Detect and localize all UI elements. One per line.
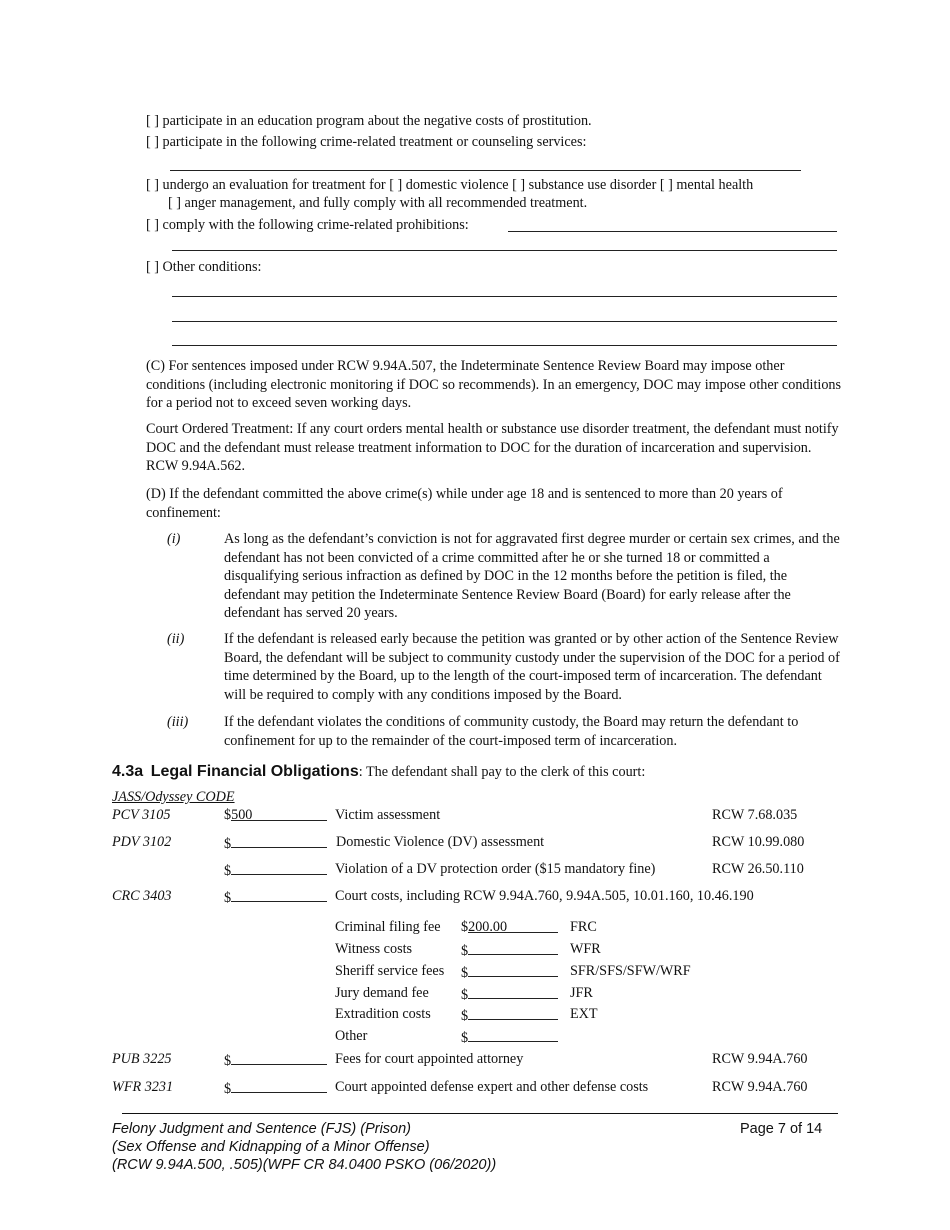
amount-value [231,1078,327,1093]
subcost-code: JFR [570,985,593,1001]
condition-treatment-services: [ ] participate in the following crime-related treatment or counseling services: [146,134,587,150]
lfo-rcw: RCW 10.99.080 [712,834,805,850]
item-number: (iii) [167,714,189,730]
amount-value: 500 [231,806,327,821]
condition-education: [ ] participate in an education program about the negative costs of prostitution. [146,113,592,129]
amount-value [231,833,327,848]
subcost-label: Other [335,1028,368,1044]
page-number: Page 7 of 14 [740,1121,823,1137]
footer-title [112,1120,496,1174]
subcost-label: Sheriff service fees [335,963,445,979]
lfo-heading-num: 4.3a [112,763,144,780]
lfo-rcw: RCW 26.50.110 [712,861,804,877]
lfo-heading-title: Legal Financial Obligations [150,763,359,780]
lfo-rcw: RCW 9.94A.760 [712,1051,808,1067]
paragraph-court-ordered-treatment: Court Ordered Treatment: If any court orders mental health or substance use disorder treatment, the defendant must notify DOC and the defendant must release treatment information to DOC for the duration of incarceration and supervision. RCW 9.94A.562. [146,421,839,474]
condition-evaluation: [ ] undergo an evaluation for treatment for [ ] domestic violence [ ] substance use disorder [ ] mental health [146,177,754,193]
subcost-label: Extradition costs [335,1006,431,1022]
subcost-label: Jury demand fee [335,985,429,1001]
item-number: (i) [167,531,181,547]
subcost-code: SFR/SFS/SFW/WRF [570,963,691,979]
amount-value [231,860,327,875]
item-text: If the defendant violates the conditions of community custody, the Board may return the defendant to confinement for up to the remainder of the court-imposed term of incarceration. [224,714,799,749]
lfo-desc: Fees for court appointed attorney [335,1051,524,1067]
subcost-amount: $ [461,962,558,983]
amount-field: $ [224,833,327,854]
lfo-rcw: RCW 7.68.035 [712,807,798,823]
subcost-amount: $200.00 [461,918,558,937]
footer-line1: Felony Judgment and Sentence (FJS) (Prison) [112,1121,411,1137]
lfo-heading-rest: : The defendant shall pay to the clerk of this court: [358,764,646,780]
subcost-code: EXT [570,1006,598,1022]
blank-line [170,170,801,171]
item-number: (ii) [167,631,185,647]
condition-other: [ ] Other conditions: [146,259,262,275]
footer-line2: (Sex Offense and Kidnapping of a Minor Offense) [112,1139,430,1155]
lfo-rcw: RCW 9.94A.760 [712,1079,808,1095]
lfo-code: PUB 3225 [112,1051,172,1067]
condition-prohibitions: [ ] comply with the following crime-related prohibitions: [146,217,469,233]
subcost-amount: $ [461,940,558,961]
subcost-amount: $ [461,1005,558,1026]
lfo-desc: Court appointed defense expert and other defense costs [335,1079,649,1095]
blank-line [508,231,837,232]
item-text: If the defendant is released early because the petition was granted or by other action of the Sentence Review Board, the defendant will be subject to community custody under the supervision of the DOC for a period of time determined by the Board, up to the length of the court-imposed term of incarceration. The defendant will be required to comply with any conditions imposed by the Board. [224,631,840,703]
lfo-code: PDV 3102 [112,834,172,850]
blank-line [172,321,837,322]
amount-field: $ [224,1078,327,1099]
subcost-label: Criminal filing fee [335,919,441,935]
subcost-label: Witness costs [335,941,413,957]
amount-value [231,887,327,902]
lfo-desc: Court costs, including RCW 9.94A.760, 9.94A.505, 10.01.160, 10.46.190 [335,888,754,904]
blank-line [172,250,837,251]
lfo-desc: Violation of a DV protection order ($15 mandatory fine) [335,861,656,877]
amount-field: $ [224,887,327,908]
footer-line3: (RCW 9.94A.500, .505)(WPF CR 84.0400 PSKO (06/2020)) [112,1157,497,1173]
paragraph-d: (D) If the defendant committed the above crime(s) while under age 18 and is sentenced to more than 20 years of confinement: [146,486,783,521]
amount-field: $ [224,1050,327,1071]
lfo-desc: Domestic Violence (DV) assessment [336,834,545,850]
subcost-amount: $ [461,984,558,1005]
amount-value [231,1050,327,1065]
amount-field: $500 [224,806,327,825]
blank-line [172,345,837,346]
code-header: JASS/Odyssey CODE [112,789,235,805]
paragraph-c: (C) For sentences imposed under RCW 9.94A.507, the Indeterminate Sentence Review Board may impose other conditions (including electronic monitoring if DOC so recommends). In an emergency, DOC may impose other conditions for a period not to exceed seven working days. [146,358,842,411]
item-text: As long as the defendant’s conviction is not for aggravated first degree murder or certain sex crimes, and the defendant has not been convicted of a crime committed after he or she turned 18 or committed a disqualifying serious infraction as defined by DOC in the 12 months before the petition is filed, the defendant may petition the Indeterminate Sentence Review Board (Board) for early release after the defendant has served 20 years. [224,531,840,621]
lfo-desc: Victim assessment [335,807,441,823]
subcost-code: WFR [570,941,601,957]
blank-line [172,296,837,297]
lfo-code: WFR 3231 [112,1079,174,1095]
lfo-code: CRC 3403 [112,888,172,904]
amount-field: $ [224,860,327,881]
lfo-heading [112,763,645,782]
subcost-code: FRC [570,919,597,935]
lfo-code: PCV 3105 [112,807,171,823]
footer-rule [122,1113,838,1114]
subcost-amount: $ [461,1027,558,1048]
condition-evaluation-cont: [ ] anger management, and fully comply with all recommended treatment. [168,195,588,211]
